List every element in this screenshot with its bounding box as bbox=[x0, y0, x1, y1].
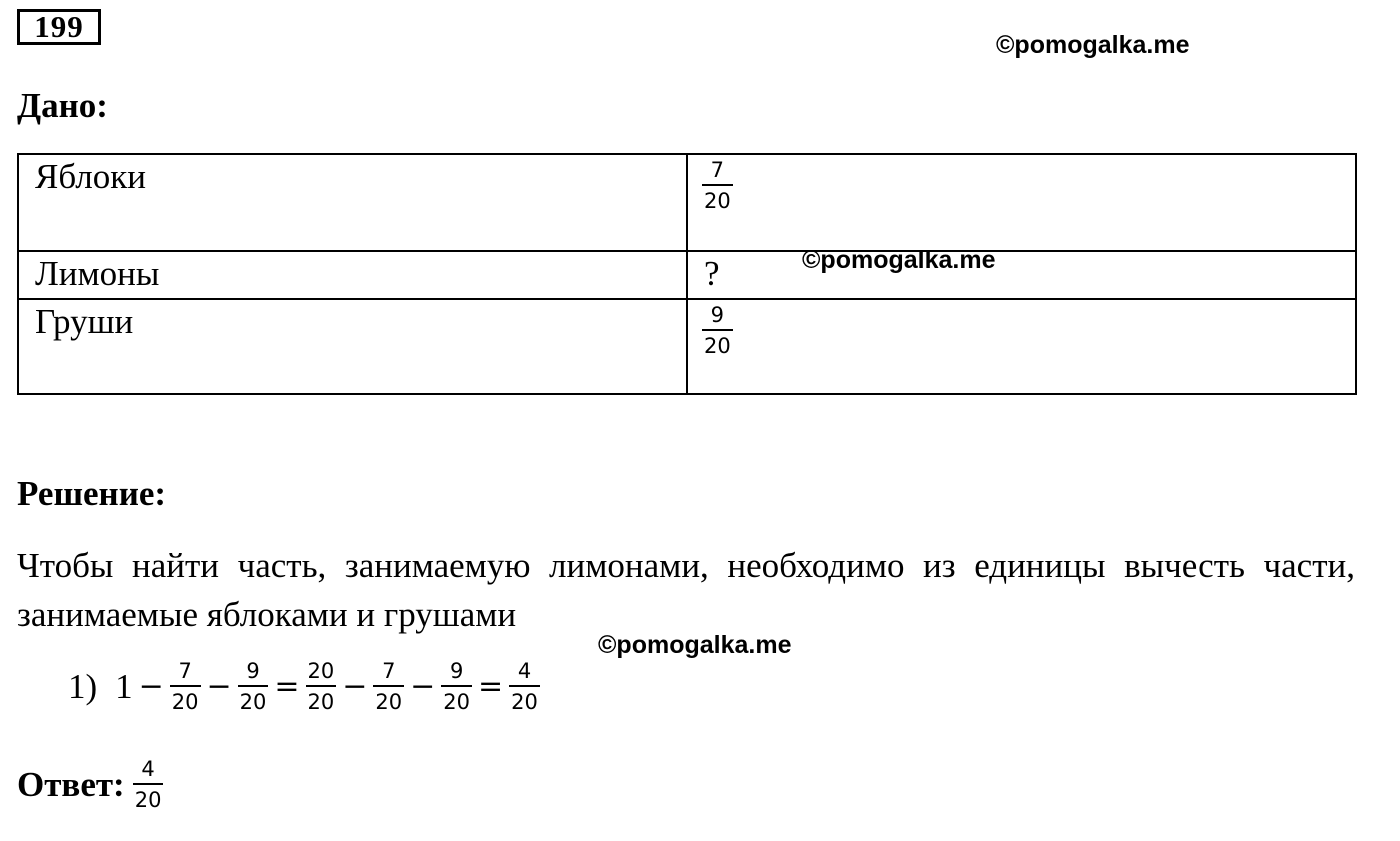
solution-heading: Решение: bbox=[17, 474, 167, 513]
fraction-denominator: 20 bbox=[509, 685, 540, 713]
fraction-numerator: 9 bbox=[710, 303, 725, 327]
fraction-numerator: 4 bbox=[141, 757, 155, 781]
step-fraction bbox=[238, 660, 269, 713]
fraction-denominator: 20 bbox=[702, 329, 733, 357]
fraction-numerator: 4 bbox=[517, 659, 532, 683]
problem-number: 199 bbox=[17, 9, 101, 45]
step-fraction bbox=[306, 660, 337, 713]
fraction-denominator: 20 bbox=[133, 783, 164, 811]
given-label-lemons: Лимоны bbox=[35, 254, 160, 293]
fraction-apples bbox=[702, 159, 733, 212]
given-row-pears bbox=[18, 299, 1356, 394]
given-row-apples bbox=[18, 154, 1356, 251]
fraction-numerator: 7 bbox=[178, 659, 192, 683]
answer-label: Ответ: bbox=[17, 764, 125, 804]
step-fraction bbox=[509, 660, 540, 713]
minus-sign: − bbox=[206, 669, 232, 705]
step-fraction bbox=[373, 660, 404, 713]
fraction-denominator: 20 bbox=[702, 184, 733, 212]
answer bbox=[17, 758, 163, 811]
given-value-lemons: ? bbox=[704, 254, 720, 293]
watermark-table: ©pomogalka.me bbox=[802, 246, 996, 274]
watermark-solution: ©pomogalka.me bbox=[598, 631, 792, 659]
fraction-numerator: 9 bbox=[246, 659, 260, 683]
step-fraction bbox=[170, 660, 201, 713]
fraction-denominator: 20 bbox=[238, 685, 269, 713]
minus-sign: − bbox=[342, 669, 368, 705]
fraction-pears bbox=[702, 304, 733, 357]
fraction-denominator: 20 bbox=[306, 685, 337, 713]
watermark-top: ©pomogalka.me bbox=[996, 31, 1190, 59]
step-label: 1) bbox=[68, 666, 98, 706]
given-label-pears: Груши bbox=[35, 302, 134, 341]
step-one: 1 bbox=[115, 666, 133, 706]
answer-fraction bbox=[133, 758, 164, 811]
given-row-lemons bbox=[18, 251, 1356, 299]
step-fraction bbox=[441, 660, 472, 713]
given-table bbox=[17, 153, 1357, 395]
equals-sign: = bbox=[274, 669, 300, 705]
given-heading: Дано: bbox=[17, 86, 108, 125]
fraction-numerator: 20 bbox=[307, 659, 335, 683]
minus-sign: − bbox=[410, 669, 436, 705]
solution-text: Чтобы найти часть, занимаемую лимонами, необходимо из единицы вычесть части, занимаемые яблоками и грушами bbox=[17, 546, 1355, 634]
fraction-denominator: 20 bbox=[441, 685, 472, 713]
fraction-numerator: 7 bbox=[382, 659, 396, 683]
fraction-denominator: 20 bbox=[373, 685, 404, 713]
equals-sign: = bbox=[478, 669, 504, 705]
fraction-numerator: 7 bbox=[710, 158, 725, 182]
given-label-apples: Яблоки bbox=[35, 157, 146, 196]
fraction-denominator: 20 bbox=[170, 685, 201, 713]
minus-sign: − bbox=[138, 669, 164, 705]
solution-step-1 bbox=[68, 660, 540, 713]
fraction-numerator: 9 bbox=[449, 659, 464, 683]
